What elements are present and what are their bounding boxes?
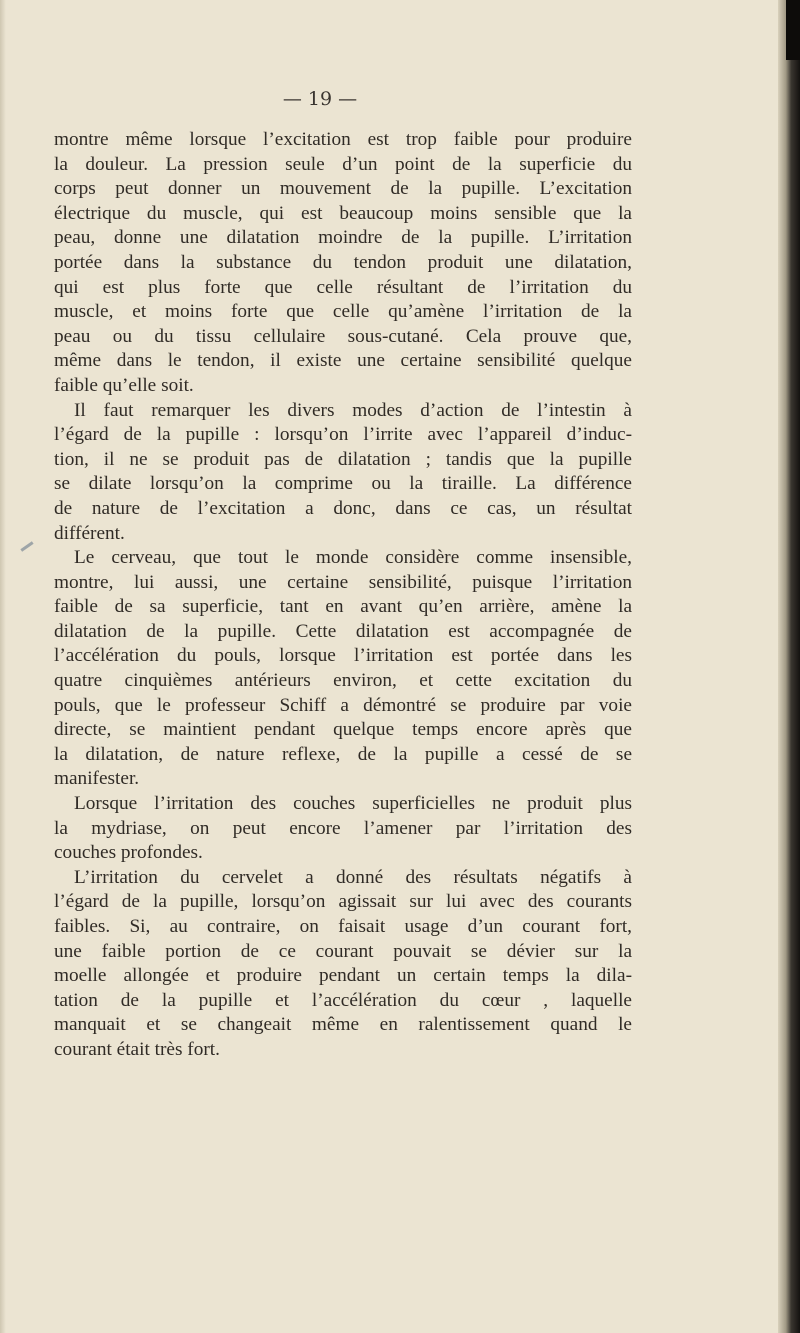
text-line: peau ou du tissu cellulaire sous-cutané. Cela prouve que,	[54, 325, 632, 347]
text-line: se dilate lorsqu’on la comprime ou la tiraille. La différence	[54, 473, 632, 495]
text-line: corps peut donner un mouvement de la pupille. L’excitation	[54, 178, 632, 200]
text-line: directe, se maintient pendant quelque temps encore après que	[54, 719, 632, 741]
text-line: manquait et se changeait même en ralentissement quand le	[54, 1014, 632, 1036]
text-line: muscle, et moins forte que celle qu’amène l’irritation de la	[54, 301, 632, 323]
margin-mark	[20, 541, 33, 551]
text-line: la douleur. La pression seule d’un point de la superficie du	[54, 153, 632, 175]
text-line: montre même lorsque l’excitation est trop faible pour produire	[54, 129, 632, 150]
binding-edge-dark	[786, 0, 800, 60]
text-line: dilatation de la pupille. Cette dilatation est accompagnée de	[54, 620, 632, 642]
text-line: faibles. Si, au contraire, on faisait usage d’un courant fort,	[54, 916, 632, 937]
text-line: qui est plus forte que celle résultant de l’irritation du	[54, 276, 632, 298]
text-line: Lorsque l’irritation des couches superficielles ne produit plus	[74, 793, 632, 815]
text-line: moelle allongée et produire pendant un certain temps la dila-	[54, 965, 632, 987]
text-line: manifester.	[54, 768, 140, 790]
text-line: portée dans la substance du tendon produit une dilatation,	[54, 251, 632, 273]
text-line: électrique du muscle, qui est beaucoup moins sensible que la	[54, 202, 632, 224]
text-line: même dans le tendon, il existe une certaine sensibilité quelque	[54, 350, 632, 372]
text-line: de nature de l’excitation a donc, dans ce cas, un résultat	[54, 497, 632, 519]
text-line: quatre cinquièmes antérieurs environ, et cette excitation du	[54, 670, 632, 692]
binding-edge	[778, 0, 800, 1333]
text-line: montre, lui aussi, une certaine sensibilité, puisque l’irritation	[54, 571, 632, 593]
page-left-shadow	[0, 0, 6, 1333]
text-line: une faible portion de ce courant pouvait se dévier sur la	[54, 940, 632, 962]
text-line: Le cerveau, que tout le monde considère comme insensible,	[74, 547, 632, 569]
page-number: — 19 —	[282, 88, 358, 110]
text-line: tation de la pupille et l’accélération du cœur , laquelle	[54, 989, 632, 1011]
text-line: couches profondes.	[54, 842, 203, 864]
text-line: l’égard de la pupille : lorsqu’on l’irrite avec l’appareil d’induc-	[54, 424, 632, 446]
text-line: pouls, que le professeur Schiff a démontré se produire par voie	[54, 694, 632, 716]
text-line: la mydriase, on peut encore l’amener par l’irritation des	[54, 817, 632, 839]
text-line: l’accélération du pouls, lorsque l’irritation est portée dans les	[54, 645, 632, 667]
body-text	[54, 128, 632, 1063]
text-line: la dilatation, de nature reflexe, de la pupille a cessé de se	[54, 743, 632, 765]
text-line: faible de sa superficie, tant en avant qu’en arrière, amène la	[54, 596, 632, 618]
text-line: peau, donne une dilatation moindre de la pupille. L’irritation	[54, 227, 632, 249]
text-line: L’irritation du cervelet a donné des résultats négatifs à	[74, 866, 632, 888]
text-line: différent.	[54, 522, 125, 544]
text-line: tion, il ne se produit pas de dilatation ; tandis que la pupille	[54, 448, 632, 470]
text-line: l’égard de la pupille, lorsqu’on agissait sur lui avec des courants	[54, 891, 632, 913]
text-line: faible qu’elle soit.	[54, 374, 194, 396]
text-line: Il faut remarquer les divers modes d’action de l’intestin à	[74, 399, 632, 421]
text-line: courant était très fort.	[54, 1038, 220, 1060]
